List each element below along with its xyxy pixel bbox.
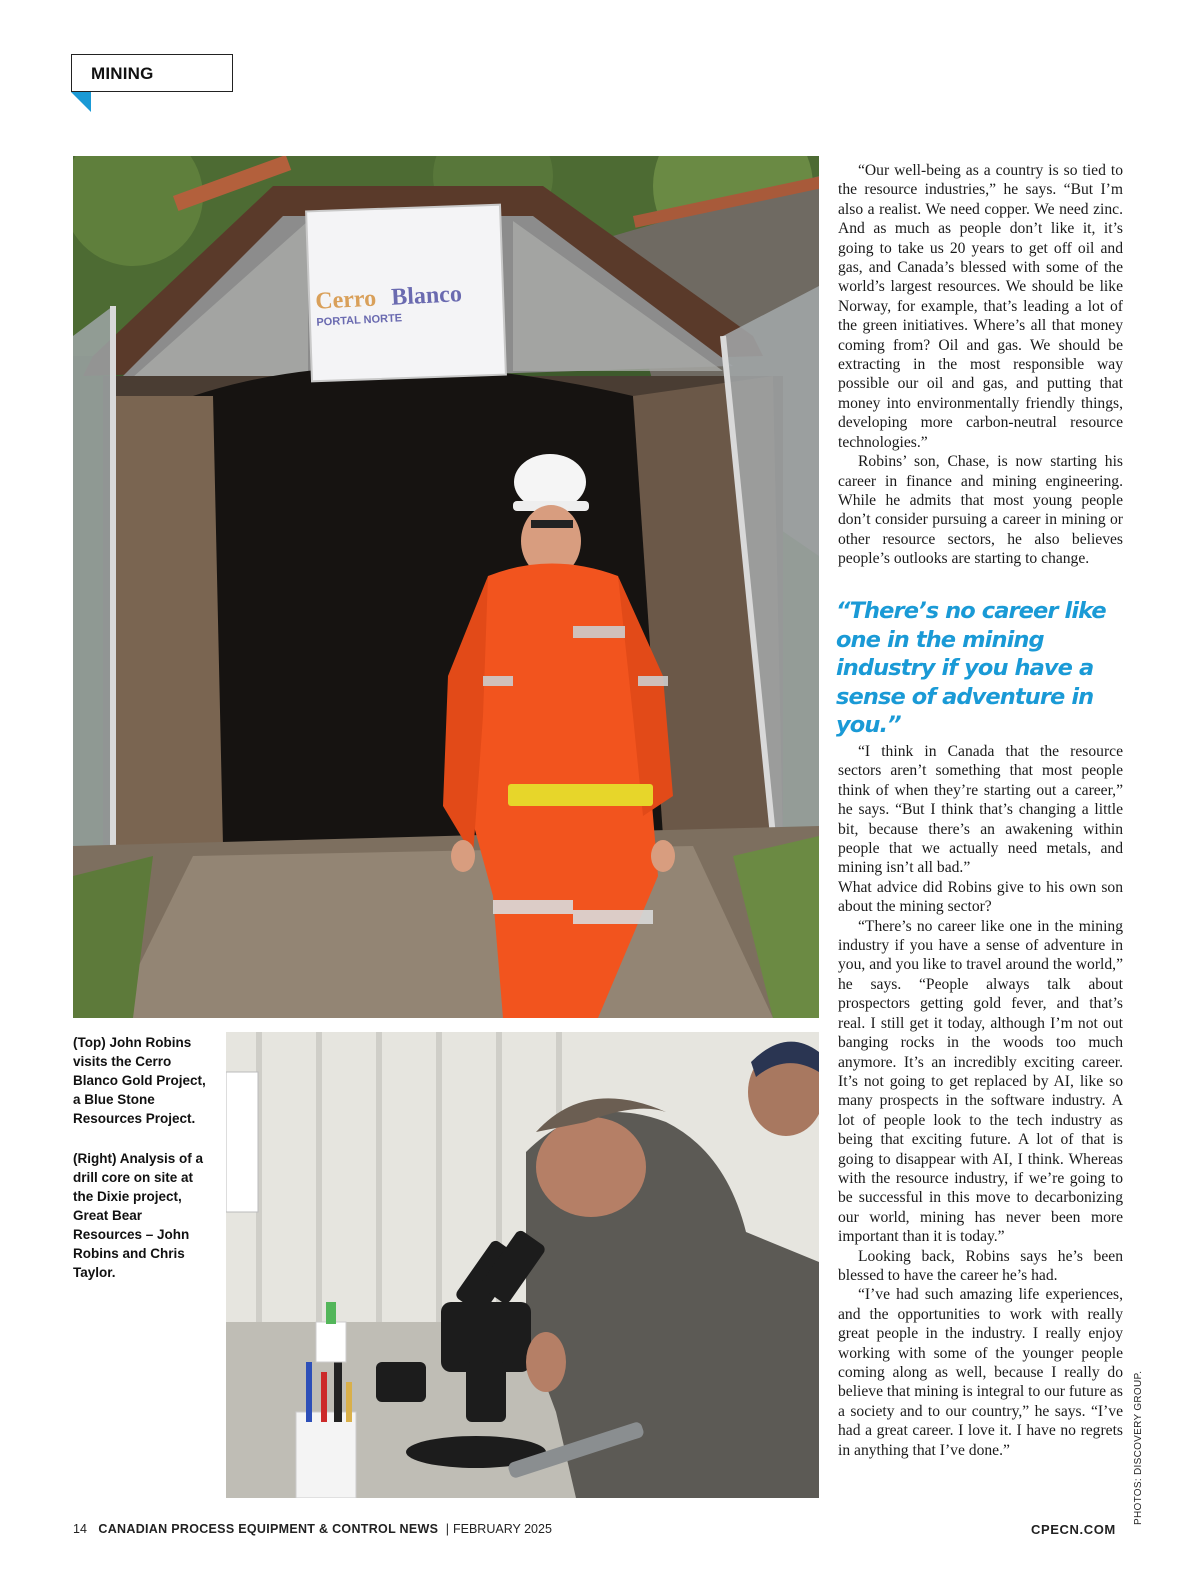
article-column-bottom [838, 742, 1123, 1460]
publication-name: CANADIAN PROCESS EQUIPMENT & CONTROL NEWS [98, 1522, 439, 1536]
issue-date: FEBRUARY 2025 [453, 1522, 552, 1536]
photo-credit: PHOTOS: DISCOVERY GROUP. [1133, 1370, 1144, 1525]
article-paragraph: Robins’ son, Chase, is now starting his career in finance and mining engineering. While he admits that most young people don’t consider pursuing a career in mining or other resource sectors, he also believes people’s outlooks are starting to change. [838, 453, 1123, 568]
sign-portal-norte: PORTAL NORTE [316, 312, 403, 329]
section-tag-corner [71, 92, 91, 112]
footer-left [73, 1522, 552, 1536]
caption-bottom-photo: (Right) Analysis of a drill core on site at the Dixie project, Great Bear Resources – John Robins and Chris Taylor. [73, 1151, 204, 1280]
article-paragraph: What advice did Robins give to his own son about the mining sector? [838, 878, 1123, 916]
section-tag [71, 54, 233, 92]
photo-mine-portal [73, 156, 819, 1018]
article-paragraph: “Our well-being as a country is so tied to the resource industries,” he says. “But I’m also a realist. We need copper. We need zinc. And as much as people don’t like it, it’s going to take us 20 years to get off oil and gas, and Canada’s blessed with some of the world’s largest resources. We should be like Norway, for example, that’s leading a lot of the green initiatives. Where’s all that money coming from? Oil and gas. We should be extracting in the most responsible way possible our oil and gas, and putting that money into environmentally friendly things, developing more carbon-neutral resource technologies.” [838, 162, 1123, 451]
pull-quote: “There’s no career like one in the mining industry if you have a sense of adventure in you.” [836, 598, 1106, 738]
article-paragraph: Looking back, Robins says he’s been blessed to have the career he’s had. [838, 1247, 1123, 1284]
section-label: MINING [91, 64, 154, 83]
footer-separator: | [445, 1522, 449, 1536]
caption-top-photo: (Top) John Robins visits the Cerro Blanco Gold Project, a Blue Stone Resources Project. [73, 1035, 206, 1126]
page-number: 14 [73, 1522, 87, 1536]
article-column-top [838, 161, 1123, 569]
article-paragraph: “I’ve had such amazing life experiences, and the opportunities to work with really great people in the industry. I really enjoy working with some of the younger people coming along as well, because I really do believe that mining is integral to our future as a society and to our country,” he says. “I’ve had a great career. I love it. I have no regrets in anything that I’ve done.” [838, 1286, 1123, 1459]
sign-word-blanco: Blanco [390, 281, 463, 311]
article-paragraph: “There’s no career like one in the mining industry if you have a sense of adventure in you, and you like to travel around the world,” he says. “People always talk about prospectors getting gold fever, and that’s real. I still get it today, although I’m not out banging rocks in the woods too much anymore. It’s an incredibly exciting career. It’s not going to get replaced by AI, like so many prospects in the software industry. A lot of people look to the tech industry as being that exciting future. A lot of that is going to disappear with AI, I think. Whereas with the resource industry, if we’re going to be successful in this move to decarbonizing our world, mining has never been more important than it is today.” [838, 917, 1123, 1246]
photo-drill-core-analysis [226, 1032, 819, 1498]
website-link[interactable]: CPECN.COM [1031, 1522, 1116, 1537]
sign-word-cerro: Cerro [314, 285, 377, 315]
article-paragraph: “I think in Canada that the resource sectors aren’t something that most people think of when they’re starting out a career,” he says. “But I think that’s changing a little bit, because there’s an awakening within people that we actually need metals, and mining isn’t all bad.” [838, 743, 1123, 877]
